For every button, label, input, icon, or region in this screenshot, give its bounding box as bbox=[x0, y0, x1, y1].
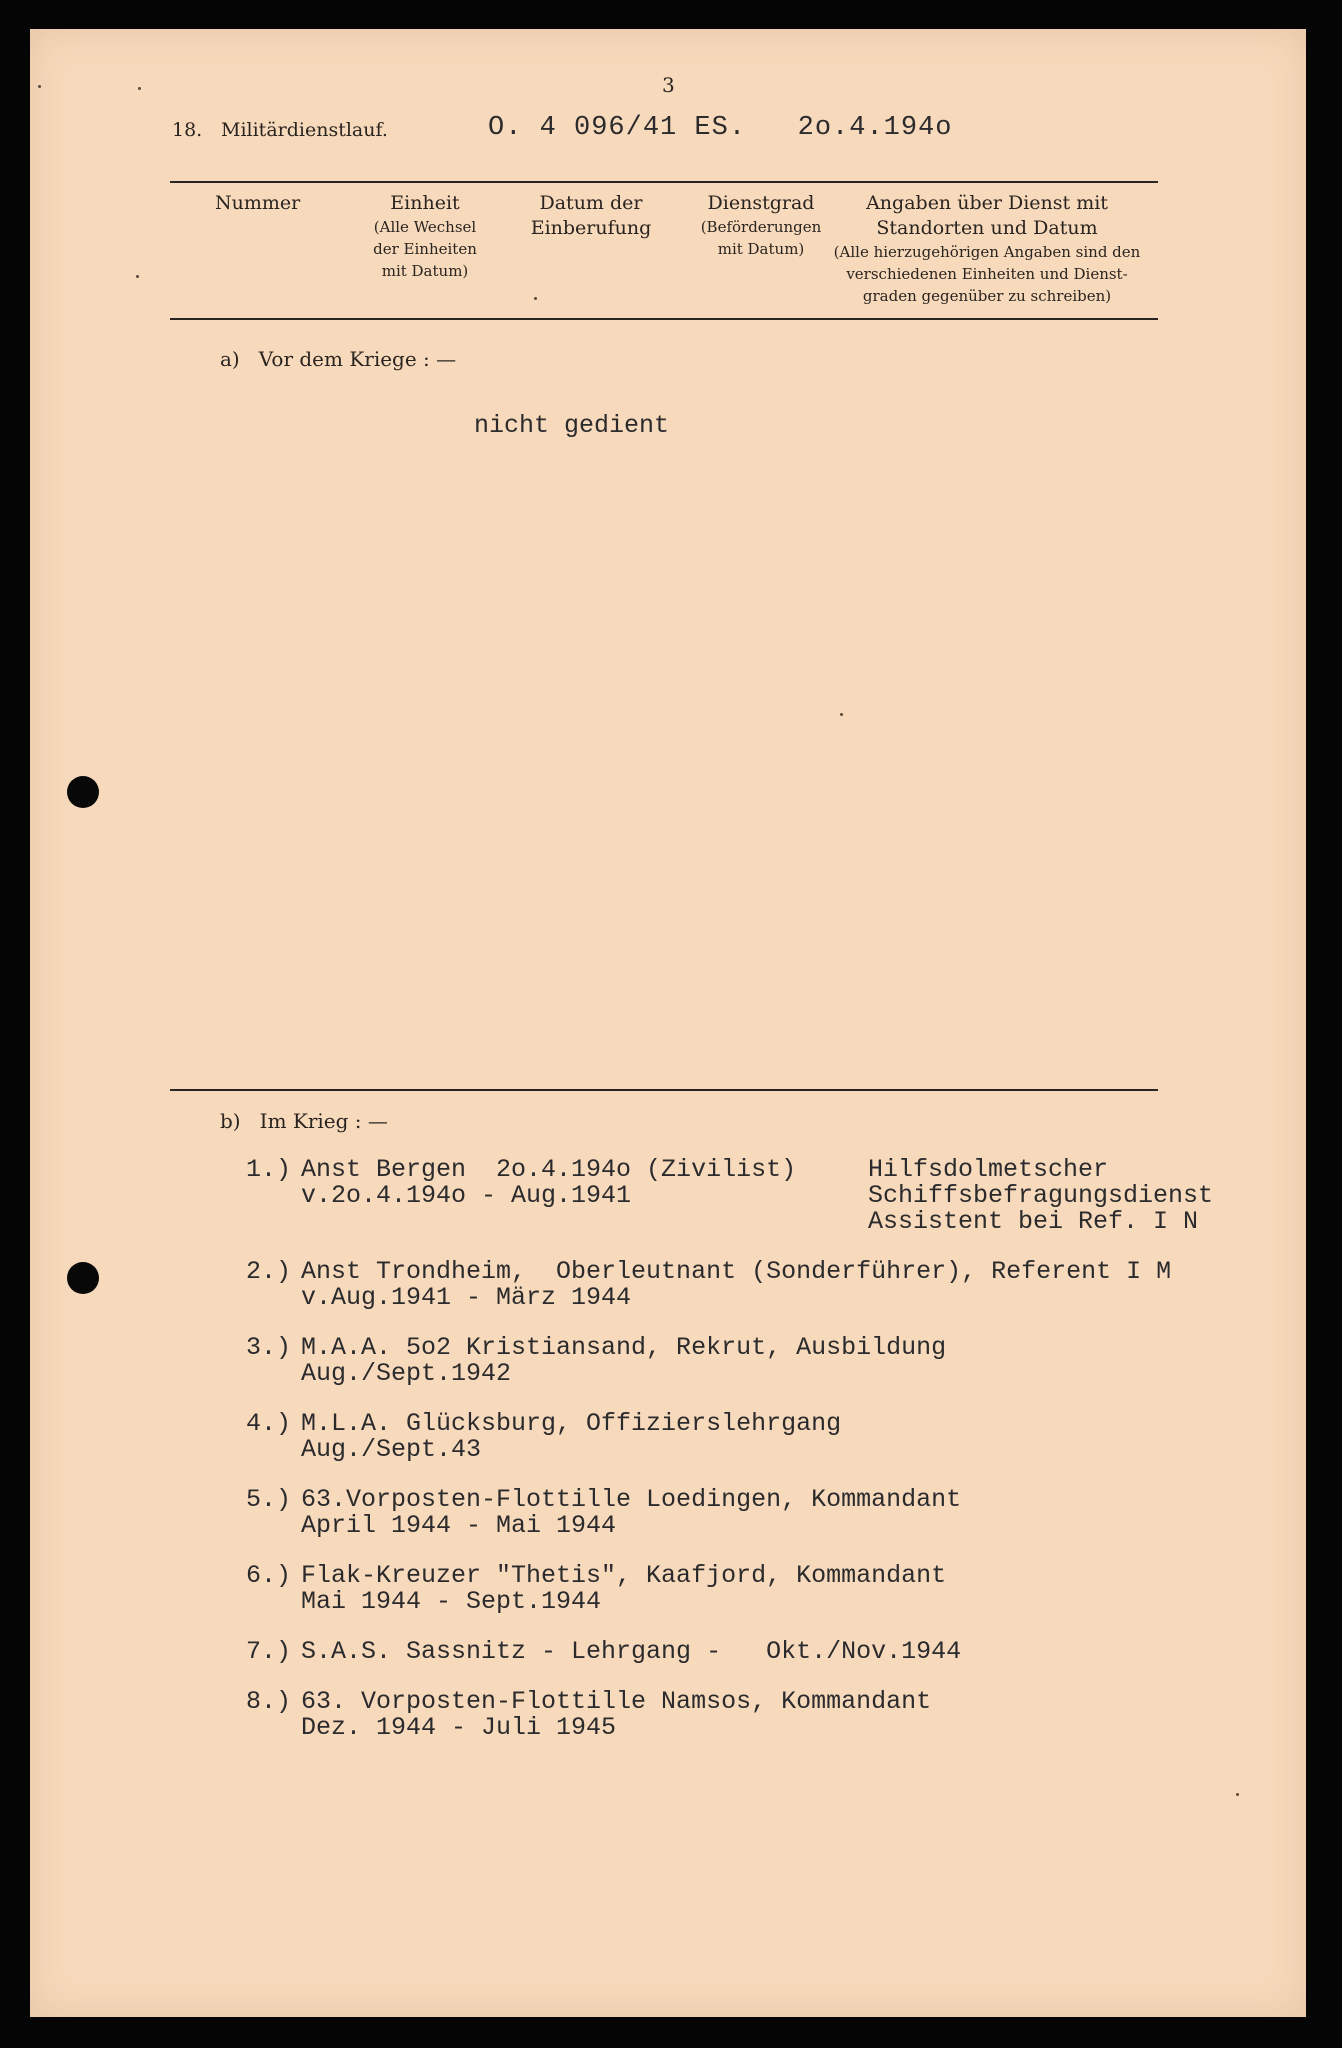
column-subheading: mit Datum) bbox=[381, 262, 469, 280]
entry-number: 2.) bbox=[245, 1257, 291, 1286]
paper-speck bbox=[38, 85, 41, 88]
entry-number: 6.) bbox=[245, 1561, 291, 1590]
entry-line: M.A.A. 5o2 Kristiansand, Rekrut, Ausbildung bbox=[301, 1333, 947, 1362]
column-header-einheit bbox=[340, 191, 510, 282]
page-number: 3 bbox=[662, 73, 675, 97]
entry-text bbox=[301, 1411, 841, 1463]
column-subheading: (Beförderungen bbox=[700, 218, 822, 236]
entry-line: v.2o.4.194o - Aug.1941 bbox=[301, 1181, 632, 1210]
entry-number: 7.) bbox=[245, 1637, 291, 1666]
entry-remark-line: Hilfsdolmetscher bbox=[868, 1155, 1109, 1184]
in-war-label: b) Im Krieg : — bbox=[220, 1109, 388, 1133]
entry-number: 1.) bbox=[245, 1155, 291, 1184]
entry-text bbox=[301, 1487, 961, 1539]
entry-line: Mai 1944 - Sept.1944 bbox=[301, 1587, 602, 1616]
table-header-rule bbox=[170, 318, 1158, 320]
entry-line: S.A.S. Sassnitz - Lehrgang - Okt./Nov.1944 bbox=[301, 1637, 962, 1666]
entry-line: Anst Trondheim, Oberleutnant (Sonderführer), Referent I M bbox=[301, 1257, 1172, 1286]
reference-stamp: O. 4 096/41 ES. 2o.4.194o bbox=[488, 113, 953, 143]
entry-text bbox=[301, 1335, 946, 1387]
column-heading: Datum der bbox=[539, 192, 643, 214]
column-subheading: (Alle hierzugehörigen Angaben sind den bbox=[833, 243, 1141, 261]
entry-remark-line: Assistent bei Ref. I N bbox=[868, 1207, 1199, 1236]
paper-speck bbox=[840, 713, 843, 716]
paper-speck bbox=[138, 87, 141, 90]
column-subheading: mit Datum) bbox=[717, 240, 805, 258]
entry-text bbox=[301, 1259, 1171, 1311]
entry-number: 8.) bbox=[245, 1687, 291, 1716]
punch-hole bbox=[67, 1262, 99, 1294]
column-header-angaben bbox=[822, 191, 1152, 307]
column-heading: Nummer bbox=[215, 192, 301, 214]
before-war-entry: nicht gedient bbox=[474, 411, 670, 440]
column-heading: Einheit bbox=[390, 192, 460, 214]
paper-speck bbox=[534, 297, 537, 300]
entry-remark-line: Schiffsbefragungsdienst bbox=[868, 1181, 1214, 1210]
entry-number: 3.) bbox=[245, 1333, 291, 1362]
entry-text bbox=[301, 1157, 796, 1209]
entry-line: April 1944 - Mai 1944 bbox=[301, 1511, 617, 1540]
column-subheading: der Einheiten bbox=[373, 240, 477, 258]
column-subheading: verschiedenen Einheiten und Dienst- bbox=[846, 265, 1128, 283]
column-heading: Standorten und Datum bbox=[876, 217, 1098, 239]
before-war-label: a) Vor dem Kriege : — bbox=[220, 347, 457, 371]
column-header-datum bbox=[496, 191, 686, 241]
column-heading: Einberufung bbox=[530, 217, 652, 239]
entry-line: 63.Vorposten-Flottille Loedingen, Kommandant bbox=[301, 1485, 962, 1514]
entry-number: 5.) bbox=[245, 1485, 291, 1514]
column-subheading: graden gegenüber zu schreiben) bbox=[862, 287, 1112, 305]
entry-text bbox=[301, 1563, 946, 1615]
column-heading: Dienstgrad bbox=[707, 192, 815, 214]
section-divider-rule bbox=[170, 1089, 1158, 1091]
entry-line: M.L.A. Glücksburg, Offizierslehrgang bbox=[301, 1409, 842, 1438]
entry-remark bbox=[868, 1157, 1213, 1235]
column-heading: Angaben über Dienst mit bbox=[866, 192, 1108, 214]
entry-line: Dez. 1944 - Juli 1945 bbox=[301, 1713, 617, 1742]
document-page bbox=[30, 29, 1306, 2017]
entry-line: v.Aug.1941 - März 1944 bbox=[301, 1283, 632, 1312]
entry-number: 4.) bbox=[245, 1409, 291, 1438]
entry-line: Aug./Sept.1942 bbox=[301, 1359, 512, 1388]
entry-text bbox=[301, 1639, 961, 1665]
column-subheading: (Alle Wechsel bbox=[373, 218, 477, 236]
column-header-dienstgrad bbox=[676, 191, 846, 260]
punch-hole bbox=[67, 776, 99, 808]
table-top-rule bbox=[170, 181, 1158, 183]
entry-line: Aug./Sept.43 bbox=[301, 1435, 482, 1464]
section-number: 18. bbox=[172, 119, 203, 141]
paper-speck bbox=[1236, 1793, 1239, 1796]
entry-line: 63. Vorposten-Flottille Namsos, Kommandant bbox=[301, 1687, 932, 1716]
entry-text bbox=[301, 1689, 931, 1741]
entry-line: Flak-Kreuzer "Thetis", Kaafjord, Kommandant bbox=[301, 1561, 947, 1590]
section-title: Militärdienstlauf. bbox=[221, 119, 388, 141]
paper-speck bbox=[136, 275, 139, 278]
entry-line: Anst Bergen 2o.4.194o (Zivilist) bbox=[301, 1155, 797, 1184]
